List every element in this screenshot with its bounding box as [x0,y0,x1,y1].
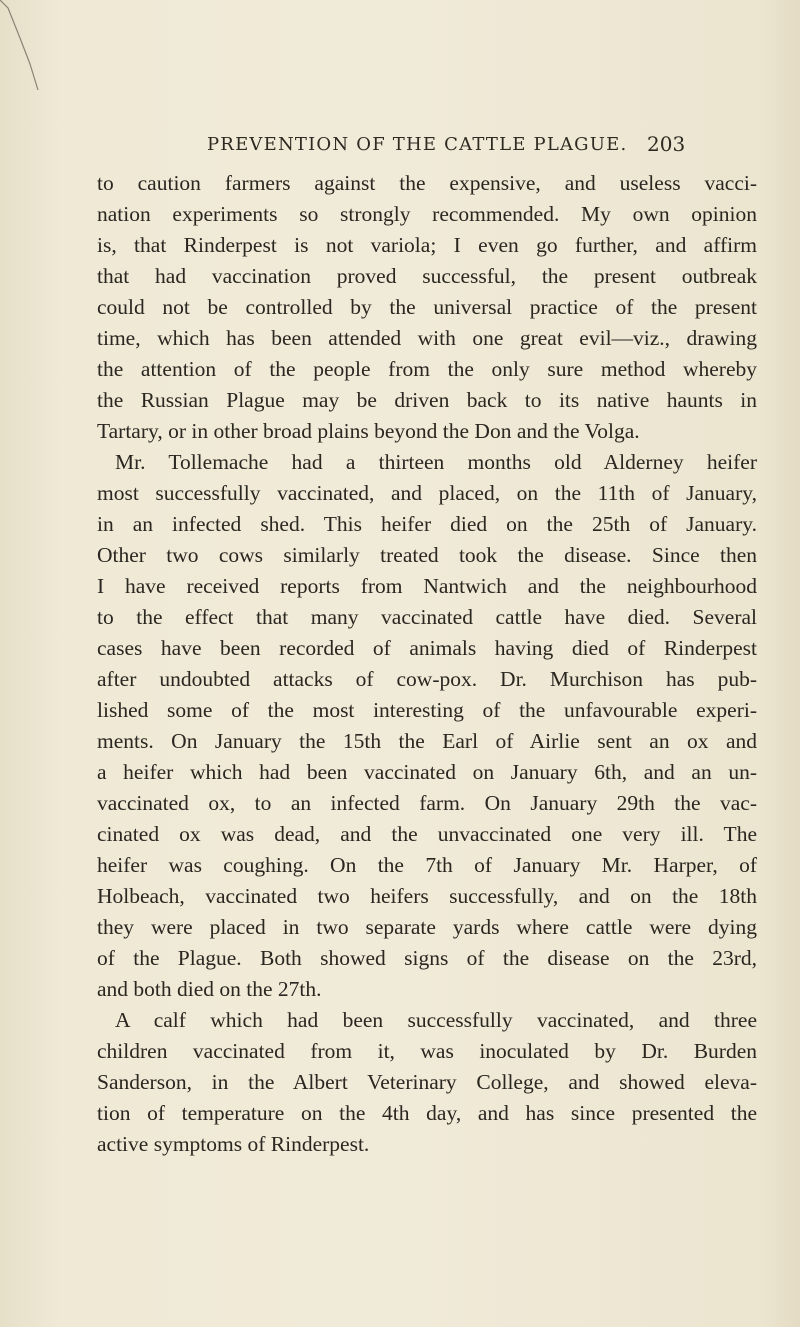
text-line: after undoubted attacks of cow-pox. Dr. Murchison has pub- [97,667,757,691]
running-head: PREVENTION OF THE CATTLE PLAGUE. [207,134,628,155]
text-line: of the Plague. Both showed signs of the disease on the 23rd, [97,946,757,970]
text-line: Tartary, or in other broad plains beyond the Don and the Volga. [97,419,640,443]
text-line: in an infected shed. This heifer died on the 25th of January. [97,512,757,536]
text-line: cases have been recorded of animals having died of Rinderpest [97,636,757,660]
text-line: ments. On January the 15th the Earl of Airlie sent an ox and [97,729,757,753]
text-line: the Russian Plague may be driven back to its native haunts in [97,388,757,412]
text-line: children vaccinated from it, was inoculated by Dr. Burden [97,1039,757,1063]
text-line: vaccinated ox, to an infected farm. On January 29th the vac- [97,791,757,815]
text-line: time, which has been attended with one great evil—viz., drawing [97,326,757,350]
text-line: A calf which had been successfully vaccinated, and three [115,1008,757,1032]
paragraph-3 [97,1005,757,1160]
page-header [0,134,800,166]
text-line: that had vaccination proved successful, the present outbreak [97,264,757,288]
paragraph-2 [97,447,757,1005]
text-line: Other two cows similarly treated took the disease. Since then [97,543,757,567]
text-line: Holbeach, vaccinated two heifers successfully, and on the 18th [97,884,757,908]
text-line: heifer was coughing. On the 7th of January Mr. Harper, of [97,853,757,877]
text-line: cinated ox was dead, and the unvaccinated one very ill. The [97,822,757,846]
text-line: I have received reports from Nantwich and the neighbourhood [97,574,757,598]
text-line: lished some of the most interesting of the unfavourable experi- [97,698,757,722]
paragraph-1 [97,168,757,447]
text-line: and both died on the 27th. [97,977,322,1001]
text-line: most successfully vaccinated, and placed, on the 11th of January, [97,481,757,505]
text-line: they were placed in two separate yards where cattle were dying [97,915,757,939]
text-line: active symptoms of Rinderpest. [97,1132,370,1156]
text-line: a heifer which had been vaccinated on January 6th, and an un- [97,760,757,784]
page-corner-fold-line [0,0,60,90]
text-line: to the effect that many vaccinated cattle have died. Several [97,605,757,629]
text-line: nation experiments so strongly recommended. My own opinion [97,202,757,226]
text-line: Sanderson, in the Albert Veterinary College, and showed eleva- [97,1070,757,1094]
text-line: the attention of the people from the only sure method whereby [97,357,757,381]
page-number: 203 [647,132,686,156]
text-line: tion of temperature on the 4th day, and has since presented the [97,1101,757,1125]
text-line: could not be controlled by the universal practice of the present [97,295,757,319]
text-line: to caution farmers against the expensive, and useless vacci- [97,171,757,195]
text-line: Mr. Tollemache had a thirteen months old Alderney heifer [115,450,757,474]
text-line: is, that Rinderpest is not variola; I even go further, and affirm [97,233,757,257]
body-text [97,168,757,1160]
